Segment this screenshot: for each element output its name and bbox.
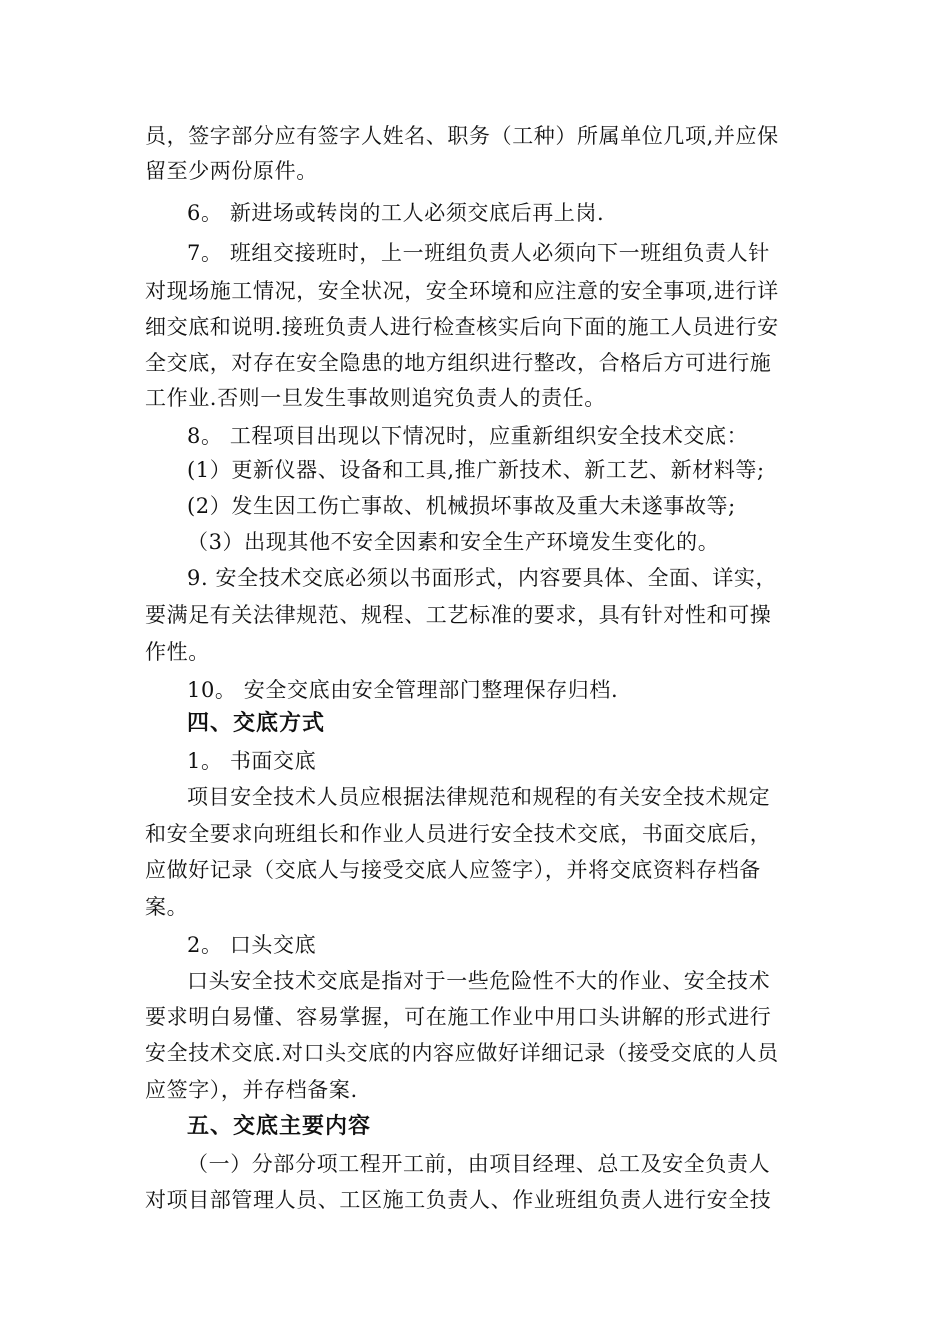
section-heading: 五、交底主要内容 <box>187 1114 372 1139</box>
text-line: 对项目部管理人员、工区施工负责人、作业班组负责人进行安全技 <box>145 1188 772 1212</box>
text-line: 应签字），并存档备案. <box>145 1078 358 1102</box>
text-line: 留至少两份原件。 <box>145 159 318 183</box>
text-line: 作性。 <box>145 640 210 664</box>
text-line: 安全技术交底.对口头交底的内容应做好详细记录（接受交底的人员 <box>145 1041 779 1065</box>
text-line: 案。 <box>145 895 189 919</box>
text-line: （一）分部分项工程开工前，由项目经理、总工及安全负责人 <box>187 1152 771 1176</box>
sub-list-item: (2）发生因工伤亡事故、机械损坏事故及重大未遂事故等; <box>187 494 736 518</box>
sub-list-item: (1）更新仪器、设备和工具,推广新技术、新工艺、新材料等; <box>187 458 765 482</box>
list-item: 1。 书面交底 <box>187 749 317 773</box>
text-line: 应做好记录（交底人与接受交底人应签字），并将交底资料存档备 <box>145 858 761 882</box>
text-line: 要求明白易懂、容易掌握，可在施工作业中用口头讲解的形式进行 <box>145 1005 772 1029</box>
text-line: 全交底，对存在安全隐患的地方组织进行整改，合格后方可进行施 <box>145 351 772 375</box>
text-line: 口头安全技术交底是指对于一些危险性不大的作业、安全技术 <box>187 969 771 993</box>
text-line: 对现场施工情况，安全状况，安全环境和应注意的安全事项,进行详 <box>145 279 779 303</box>
text-line: 项目安全技术人员应根据法律规范和规程的有关安全技术规定 <box>187 785 771 809</box>
text-line: 细交底和说明.接班负责人进行检查核实后向下面的施工人员进行安 <box>145 315 779 339</box>
list-item: 9. 安全技术交底必须以书面形式，内容要具体、全面、详实， <box>187 566 778 590</box>
list-item: 8。 工程项目出现以下情况时，应重新组织安全技术交底： <box>187 424 749 448</box>
list-item: 2。 口头交底 <box>187 933 317 957</box>
text-line: 员，签字部分应有签字人姓名、职务（工种）所属单位几项,并应保 <box>145 124 779 148</box>
section-heading: 四、交底方式 <box>187 711 326 736</box>
list-item: 10。 安全交底由安全管理部门整理保存归档. <box>187 678 619 702</box>
text-line: 和安全要求向班组长和作业人员进行安全技术交底，书面交底后， <box>145 822 772 846</box>
text-line: 要满足有关法律规范、规程、工艺标准的要求，具有针对性和可操 <box>145 603 772 627</box>
text-line: 工作业.否则一旦发生事故则追究负责人的责任。 <box>145 386 606 410</box>
list-item: 7。 班组交接班时，上一班组负责人必须向下一班组负责人针 <box>187 241 770 265</box>
list-item: 6。 新进场或转岗的工人必须交底后再上岗. <box>187 201 605 225</box>
sub-list-item: （3）出现其他不安全因素和安全生产环境发生变化的。 <box>187 530 720 554</box>
